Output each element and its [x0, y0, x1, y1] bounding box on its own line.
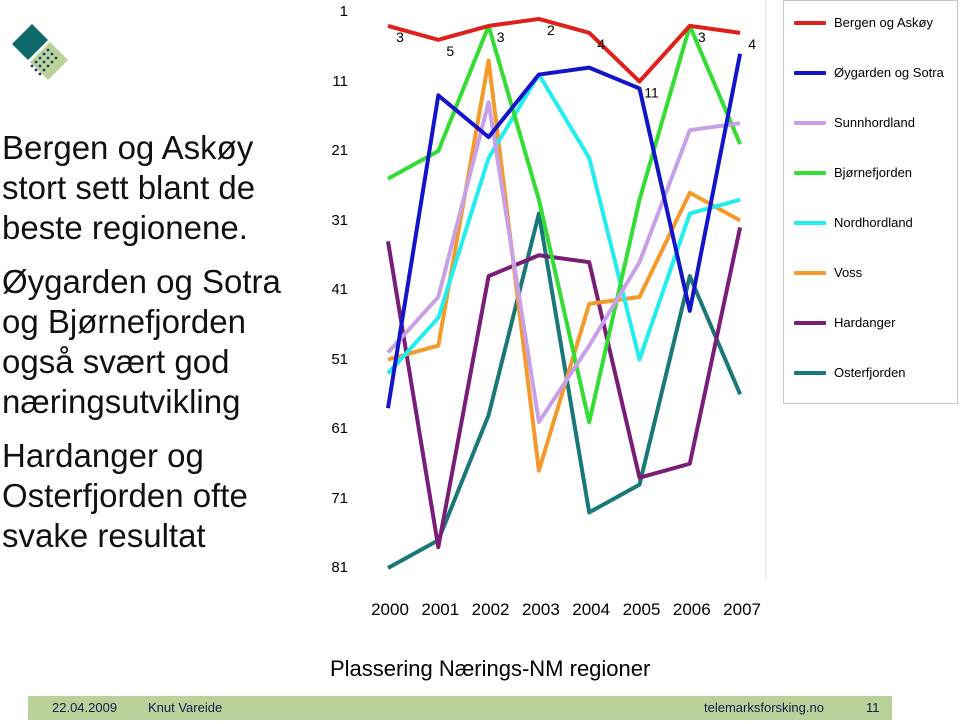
legend-label: Bergen og Askøy: [834, 15, 933, 30]
data-label: 3: [396, 28, 404, 45]
legend-label: Voss: [834, 265, 863, 280]
bullet-line: Hardanger og: [2, 437, 204, 474]
legend-swatch: [794, 271, 826, 275]
bullet-line: og Bjørnefjorden: [2, 303, 246, 340]
x-tick-label: 2006: [672, 600, 711, 619]
x-tick-label: 2003: [521, 600, 560, 619]
bullet-line: beste regionene.: [2, 209, 248, 246]
legend-label: Bjørnefjorden: [834, 165, 913, 180]
y-tick-label: 21: [331, 142, 348, 159]
x-tick-label: 2002: [471, 600, 510, 619]
legend-swatch: [794, 121, 826, 125]
series-line-voss: [388, 61, 740, 471]
x-axis-title: Plassering Nærings-NM regioner: [330, 656, 651, 681]
series-layer: [388, 19, 740, 568]
y-tick-label: 1: [339, 3, 348, 20]
y-tick-label: 41: [331, 281, 348, 298]
legend-swatch: [794, 171, 826, 175]
data-label: 5: [446, 42, 455, 59]
legend-label: Hardanger: [834, 315, 896, 330]
legend-label: Øygarden og Sotra: [834, 65, 944, 80]
page-number: 11: [866, 700, 880, 715]
y-tick-label: 71: [331, 489, 348, 507]
data-label: 3: [697, 28, 706, 45]
x-axis-tick-labels: [0, 600, 960, 624]
bullet-line: også svært god: [2, 343, 230, 380]
legend-item: [784, 13, 959, 33]
legend-swatch: [794, 371, 826, 375]
x-tick-label: 2007: [723, 600, 762, 619]
legend-item: [784, 113, 959, 133]
footer-author: Knut Vareide: [148, 700, 223, 715]
data-label: 3: [496, 28, 505, 45]
data-label: 2: [547, 21, 555, 38]
legend-item: [784, 363, 959, 383]
bullet-line: stort sett blant de: [2, 169, 256, 206]
x-tick-label: 2001: [421, 600, 460, 619]
x-tick-label: 2005: [622, 600, 661, 619]
data-label-layer: [396, 22, 756, 101]
y-tick-label: 61: [331, 420, 348, 437]
legend-label: Sunnhordland: [834, 115, 915, 130]
y-tick-label: 11: [332, 72, 348, 90]
legend-item: [784, 213, 959, 233]
bullet-line: svake resultat: [2, 517, 206, 554]
legend-label: Nordhordland: [834, 215, 913, 230]
bullet-line: Osterfjorden ofte: [2, 477, 248, 514]
footer-date: 22.04.2009: [52, 700, 118, 715]
data-label: 11: [644, 84, 659, 101]
footer-site: telemarksforsking.no: [704, 700, 824, 715]
legend-swatch: [794, 321, 826, 325]
x-tick-label: 2004: [572, 600, 611, 619]
legend-item: [784, 63, 959, 83]
bullet-line: næringsutvikling: [2, 383, 241, 420]
y-tick-label: 81: [331, 559, 348, 576]
data-label: 4: [748, 35, 756, 52]
footer-bar: [28, 696, 892, 720]
bullet-line: Øygarden og Sotra: [2, 263, 281, 300]
legend-item: [784, 263, 959, 283]
legend-swatch: [794, 71, 826, 75]
legend-item: [784, 313, 959, 333]
legend-label: Osterfjorden: [834, 365, 906, 380]
chart-legend: [783, 0, 958, 404]
y-tick-label: 31: [331, 211, 348, 229]
legend-item: [784, 163, 959, 183]
y-tick-label: 51: [331, 350, 348, 368]
data-label: 4: [597, 35, 606, 52]
bullet-line: Bergen og Askøy: [2, 129, 254, 166]
legend-swatch: [794, 21, 826, 25]
legend-swatch: [794, 221, 826, 225]
x-tick-label: 2000: [371, 600, 409, 619]
